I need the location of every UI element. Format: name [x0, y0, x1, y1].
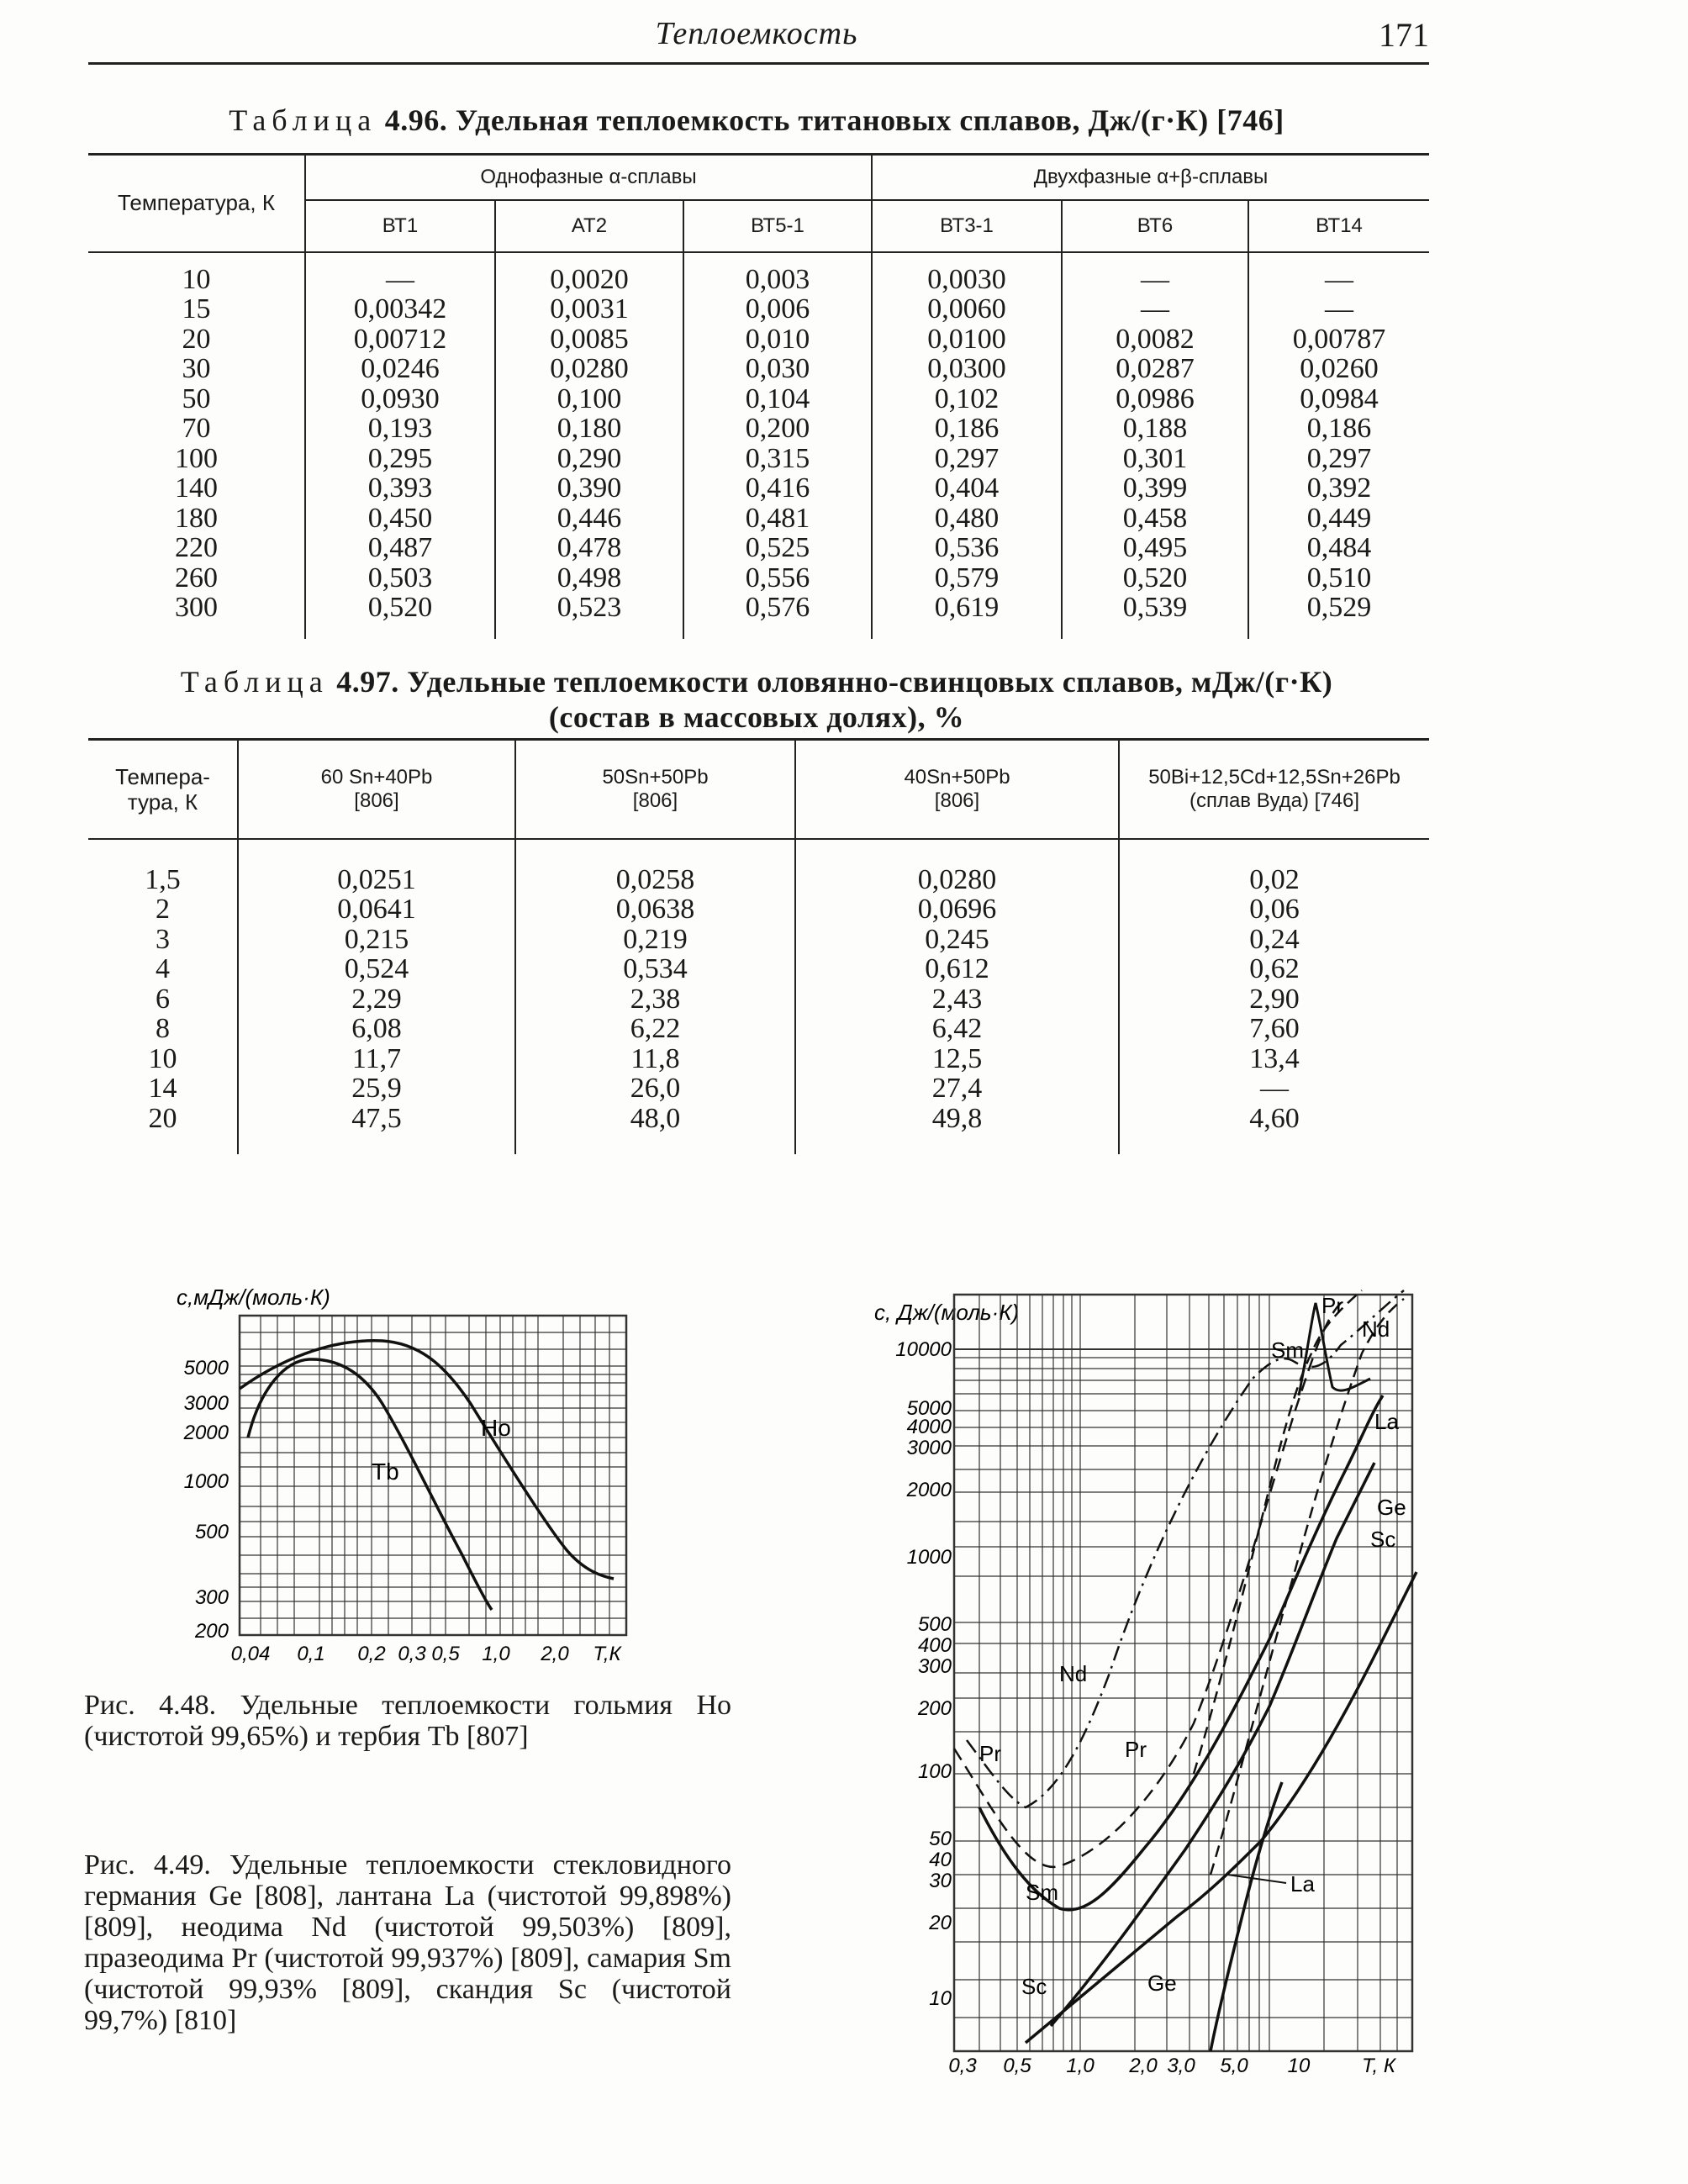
curve-label: La	[1290, 1871, 1315, 1896]
table-cell: 0,186	[934, 413, 1000, 444]
x-tick-label: 0,04	[230, 1643, 271, 1665]
value-column	[683, 252, 872, 639]
table-cell: 0,0280	[917, 863, 997, 895]
table-cell: —	[1141, 263, 1169, 295]
tb-curve	[248, 1359, 492, 1610]
table-cell: 0,100	[557, 382, 622, 414]
value-column	[1119, 839, 1429, 1154]
col-header-line2: [806]	[632, 789, 678, 812]
x-tick-label: T,К	[593, 1643, 621, 1665]
table-cell: 0,523	[557, 592, 622, 623]
table-cell: 30	[182, 353, 211, 384]
table-cell: 0,525	[745, 532, 810, 563]
table-cell: 0,481	[745, 502, 810, 534]
table-cell: 0,0100	[927, 323, 1006, 355]
col-header-line1: 50Sn+50Pb	[602, 765, 709, 789]
table-cell: 0,003	[745, 263, 810, 295]
y-tick-labels	[183, 1357, 229, 1643]
table-cell: 0,404	[934, 472, 1000, 504]
table-cell: 0,536	[934, 532, 1000, 563]
y-axis-label: c, Дж/(моль·К)	[874, 1300, 1020, 1325]
table-cell: 0,0258	[615, 863, 695, 895]
table-caption-line2: (состав в массовых долях), %	[548, 700, 965, 734]
curve-label: Sc	[1021, 1974, 1047, 1999]
running-header-title: Теплоемкость	[655, 16, 858, 51]
col-header	[238, 740, 515, 839]
table-cell: 0,450	[367, 502, 433, 534]
table-cell: 0,0930	[361, 382, 440, 414]
table-cell: 0,503	[367, 562, 433, 593]
table-cell: 0,478	[557, 532, 622, 563]
y-tick-label: 2000	[183, 1422, 229, 1444]
table-cell: 10	[148, 1042, 177, 1074]
table-cell: 49,8	[931, 1102, 983, 1134]
x-tick-label: 0,3	[948, 2055, 977, 2076]
table-cell: 0,0030	[927, 263, 1006, 295]
col-header	[1119, 740, 1429, 839]
table-cell: 0,0082	[1116, 323, 1195, 355]
table-cell: 0,0060	[927, 293, 1006, 324]
table-cell: 260	[175, 562, 218, 593]
x-tick-label: 3,0	[1167, 2055, 1195, 2076]
table-cell: 0,0251	[337, 863, 416, 895]
col-header-line1: 50Bi+12,5Cd+12,5Sn+26Pb	[1148, 765, 1401, 789]
ho-label: Ho	[481, 1415, 511, 1441]
table-cell: 2,43	[931, 983, 983, 1015]
table-cell: 8	[156, 1013, 170, 1044]
table-cell: 0,200	[745, 413, 810, 444]
table-cell: 3	[156, 923, 170, 955]
y-tick-label: 4000	[906, 1416, 952, 1438]
tb-label: Tb	[372, 1459, 399, 1485]
table-cell: 0,0638	[615, 894, 695, 925]
y-tick-label: 300	[917, 1655, 952, 1678]
table-cell: 0,104	[745, 382, 810, 414]
value-column	[1248, 252, 1429, 639]
y-tick-label: 10	[929, 1987, 952, 2010]
figure-4-48-caption: Рис. 4.48. Удельные теплоемкости гольмия Ho (чистотой 99,65%) и тербия Tb [807]	[84, 1690, 731, 1752]
table-cell: 0,180	[557, 413, 622, 444]
col-header	[515, 740, 795, 839]
table-cell: 0,576	[745, 592, 810, 623]
y-tick-label: 200	[194, 1620, 229, 1643]
y-tick-label: 5000	[183, 1357, 229, 1380]
temp-column	[88, 839, 238, 1154]
table-cell: 0,0986	[1116, 382, 1195, 414]
y-tick-labels	[895, 1338, 952, 2010]
table-cell: 0,446	[557, 502, 622, 534]
table-cell: 48,0	[630, 1102, 681, 1134]
figure-4-49-caption: Рис. 4.49. Удельные теплоемкости стекловидного германия Ge [808], лантана La (чистотой 99,898%) [809], неодима Nd (чистотой 99,503%) [809], празеодима Pr (чистотой 99,937%) [809], самария Sm (чистотой 99,93% [809], скандия Sc (чистотой 99,7%) [810]	[84, 1849, 731, 2036]
table-cell: 0,215	[344, 923, 409, 955]
table-cell: 0,458	[1122, 502, 1188, 534]
table-cell: 0,297	[934, 442, 1000, 474]
ge-steep-curve	[1211, 1782, 1282, 2051]
table-cell: 4	[156, 953, 170, 984]
table-cell: —	[1325, 293, 1354, 324]
table-cell: 11,7	[351, 1042, 402, 1074]
table-cell: 0,00712	[353, 323, 447, 355]
y-tick-label: 400	[917, 1634, 952, 1657]
table-cell: 0,529	[1306, 592, 1372, 623]
table-cell: 12,5	[931, 1042, 983, 1074]
table-cell: 0,02	[1249, 863, 1300, 895]
value-column	[872, 252, 1062, 639]
table-cell: 0,188	[1122, 413, 1188, 444]
y-tick-label: 1000	[183, 1470, 229, 1493]
table-cell: 0,102	[934, 382, 1000, 414]
y-tick-label: 5000	[906, 1397, 952, 1420]
value-column	[1062, 252, 1248, 639]
curve-label: Ge	[1377, 1495, 1406, 1520]
table-cell: 0,520	[1122, 562, 1188, 593]
x-tick-label: 0,2	[357, 1643, 386, 1665]
figure-4-48-chart	[168, 1269, 656, 1681]
value-column	[238, 839, 515, 1154]
table-cell: 100	[175, 442, 218, 474]
table-cell: 0,480	[934, 502, 1000, 534]
table-cell: 0,00342	[353, 293, 447, 324]
table-cell: 0,06	[1249, 894, 1300, 925]
y-tick-label: 50	[929, 1828, 952, 1850]
table-cell: 140	[175, 472, 218, 504]
table-cell: 0,390	[557, 472, 622, 504]
header-rule	[88, 62, 1429, 65]
table-cell: 0,498	[557, 562, 622, 593]
table-cell: 0,24	[1249, 923, 1300, 955]
col-header-line2: [806]	[934, 789, 980, 812]
x-tick-label: 1,0	[482, 1643, 510, 1665]
table-cell: 20	[182, 323, 211, 355]
x-tick-labels	[231, 1643, 623, 1665]
table-cell: 0,0031	[550, 293, 629, 324]
y-tick-label: 10000	[895, 1338, 952, 1361]
x-tick-label: 2,0	[1129, 2055, 1158, 2076]
grid	[240, 1316, 626, 1635]
table-cell: 7,60	[1249, 1013, 1300, 1044]
temp-header-line2: тура, К	[127, 789, 198, 815]
curve-label: Ge	[1147, 1970, 1177, 1996]
table-cell: 4,60	[1249, 1102, 1300, 1134]
table-label: Таблица	[229, 103, 377, 137]
table-cell: 0,0300	[927, 353, 1006, 384]
curve-label: Sc	[1370, 1527, 1396, 1552]
nd-curve	[967, 1290, 1404, 1807]
table-cell: 180	[175, 502, 218, 534]
table-cell: 47,5	[351, 1102, 402, 1134]
table-cell: 0,392	[1306, 472, 1372, 504]
value-column	[305, 252, 495, 639]
table-cell: 15	[182, 293, 211, 324]
table-cell: 0,612	[925, 953, 989, 984]
table-cell: —	[1141, 293, 1169, 324]
x-tick-label: 2,0	[541, 1643, 569, 1665]
col-header-line2: (сплав Вуда) [746]	[1189, 789, 1360, 812]
x-tick-label: 0,1	[297, 1643, 325, 1665]
table-cell: 0,495	[1122, 532, 1188, 563]
table-cell: 0,301	[1122, 442, 1188, 474]
table-cell: 0,539	[1122, 592, 1188, 623]
y-tick-label: 3000	[906, 1437, 952, 1459]
table-cell: 2,38	[630, 983, 681, 1015]
col-header	[795, 740, 1119, 839]
curve-label: Sm	[1026, 1880, 1058, 1905]
x-tick-labels	[948, 2055, 1397, 2076]
table-cell: —	[386, 263, 414, 295]
table-cell: 0,619	[934, 592, 1000, 623]
y-tick-label: 30	[929, 1870, 952, 1892]
tin-lead-alloys-table	[88, 738, 1429, 1154]
table-cell: 6,08	[351, 1013, 402, 1044]
y-tick-label: 300	[194, 1586, 229, 1609]
temp-header	[88, 740, 238, 839]
table-cell: 0,010	[745, 323, 810, 355]
table-cell: —	[1325, 263, 1354, 295]
value-column	[495, 252, 683, 639]
table-cell: 0,0020	[550, 263, 629, 295]
table-cell: 0,0085	[550, 323, 629, 355]
table-cell: 70	[182, 413, 211, 444]
col-header: АТ2	[495, 200, 683, 252]
table-cell: 0,62	[1249, 953, 1300, 984]
table-cell: 0,193	[367, 413, 433, 444]
table-cell: 0,290	[557, 442, 622, 474]
table-cell: 300	[175, 592, 218, 623]
titanium-alloys-table	[88, 153, 1429, 639]
group-header-alpha: Однофазные α-сплавы	[305, 155, 872, 200]
table-cell: 0,245	[925, 923, 989, 955]
table-cell: 0,487	[367, 532, 433, 563]
curve-label: La	[1374, 1409, 1399, 1434]
col-header-line2: [806]	[354, 789, 399, 812]
temp-header: Температура, К	[88, 155, 305, 252]
table-cell: 0,315	[745, 442, 810, 474]
table-cell: 14	[148, 1073, 177, 1104]
table-cell: 0,030	[745, 353, 810, 384]
curve-label: Nd	[1059, 1661, 1088, 1686]
pr-curve	[954, 1303, 1341, 1867]
table-label: Таблица	[180, 665, 329, 699]
col-header-line1: 40Sn+50Pb	[904, 765, 1010, 789]
col-header: ВТ1	[305, 200, 495, 252]
table-cell: 220	[175, 532, 218, 563]
table-4-97-caption	[84, 664, 1429, 735]
value-column	[515, 839, 795, 1154]
temp-header-line1: Темпера-	[115, 763, 210, 789]
col-header: ВТ6	[1062, 200, 1248, 252]
table-cell: 0,579	[934, 562, 1000, 593]
table-cell: 0,510	[1306, 562, 1372, 593]
la-leader-line	[1227, 1875, 1286, 1883]
y-tick-label: 3000	[183, 1392, 229, 1415]
y-tick-label: 20	[929, 1912, 952, 1934]
figure-4-49-chart	[857, 1269, 1437, 2076]
table-cell: 0,449	[1306, 502, 1372, 534]
curve-label: Pr	[1321, 1293, 1343, 1318]
table-4-96-caption	[84, 103, 1429, 138]
y-tick-label: 1000	[906, 1546, 952, 1569]
y-tick-label: 500	[194, 1521, 229, 1543]
table-cell: 0,520	[367, 592, 433, 623]
col-header: ВТ5-1	[683, 200, 872, 252]
table-cell: 0,295	[367, 442, 433, 474]
table-cell: 0,297	[1306, 442, 1372, 474]
page-number: 171	[1379, 16, 1429, 54]
table-cell: 0,219	[623, 923, 688, 955]
col-header: ВТ14	[1248, 200, 1429, 252]
x-tick-label: 5,0	[1220, 2055, 1248, 2076]
y-axis-label: c,мДж/(моль·К)	[177, 1285, 330, 1310]
table-cell: 0,186	[1306, 413, 1372, 444]
table-cell: 10	[182, 263, 211, 295]
table-cell: 6,22	[630, 1013, 681, 1044]
table-cell: —	[1260, 1073, 1289, 1104]
table-cell: 2	[156, 894, 170, 925]
table-cell: 13,4	[1249, 1042, 1300, 1074]
curve-label: Pr	[1125, 1737, 1147, 1762]
table-caption-text: 4.96. Удельная теплоемкость титановых сплавов, Дж/(г·К) [746]	[384, 103, 1284, 137]
x-tick-label: 10	[1287, 2055, 1311, 2076]
table-cell: 50	[182, 382, 211, 414]
table-cell: 0,556	[745, 562, 810, 593]
y-tick-label: 2000	[906, 1479, 952, 1501]
x-tick-label: 0,5	[1003, 2055, 1031, 2076]
table-cell: 6	[156, 983, 170, 1015]
curve-label: Nd	[1362, 1316, 1390, 1342]
y-tick-label: 100	[917, 1760, 952, 1783]
y-tick-label: 40	[929, 1849, 952, 1871]
table-cell: 0,006	[745, 293, 810, 324]
table-cell: 0,00787	[1292, 323, 1386, 355]
x-tick-label: T, К	[1362, 2055, 1395, 2076]
x-tick-label: 0,5	[431, 1643, 460, 1665]
table-cell: 0,0641	[337, 894, 416, 925]
la-curve	[1211, 1299, 1404, 1875]
curve-label: Pr	[979, 1741, 1001, 1766]
ho-curve	[240, 1341, 614, 1579]
table-cell: 0,0246	[361, 353, 440, 384]
temp-column	[88, 252, 305, 639]
table-cell: 25,9	[351, 1073, 402, 1104]
table-cell: 0,0260	[1300, 353, 1379, 384]
table-cell: 26,0	[630, 1073, 681, 1104]
table-cell: 0,0280	[550, 353, 629, 384]
y-tick-label: 500	[917, 1613, 952, 1636]
x-tick-label: 1,0	[1066, 2055, 1095, 2076]
table-cell: 0,393	[367, 472, 433, 504]
col-header: ВТ3-1	[872, 200, 1062, 252]
table-cell: 0,534	[623, 953, 688, 984]
x-tick-label: 0,3	[398, 1643, 426, 1665]
sm-curve	[1194, 1290, 1362, 1774]
table-cell: 0,0984	[1300, 382, 1379, 414]
table-cell: 11,8	[630, 1042, 680, 1074]
value-column	[795, 839, 1119, 1154]
table-cell: 0,399	[1122, 472, 1188, 504]
y-tick-label: 200	[917, 1697, 952, 1720]
table-cell: 27,4	[931, 1073, 983, 1104]
table-cell: 2,90	[1249, 983, 1300, 1015]
table-cell: 0,0287	[1116, 353, 1195, 384]
table-cell: 0,416	[745, 472, 810, 504]
table-cell: 0,0696	[917, 894, 997, 925]
group-header-alpha-beta: Двухфазные α+β-сплавы	[872, 155, 1429, 200]
table-cell: 0,524	[344, 953, 409, 984]
table-cell: 1,5	[145, 863, 181, 895]
table-cell: 20	[148, 1102, 177, 1134]
table-cell: 0,484	[1306, 532, 1372, 563]
table-caption-line1: 4.97. Удельные теплоемкости оловянно-свинцовых сплавов, мДж/(г·К)	[336, 665, 1333, 699]
col-header-line1: 60 Sn+40Pb	[320, 765, 433, 789]
curve-label: Sm	[1271, 1337, 1304, 1363]
curve-labels	[979, 1293, 1406, 1999]
table-cell: 2,29	[351, 983, 402, 1015]
table-cell: 6,42	[931, 1013, 983, 1044]
